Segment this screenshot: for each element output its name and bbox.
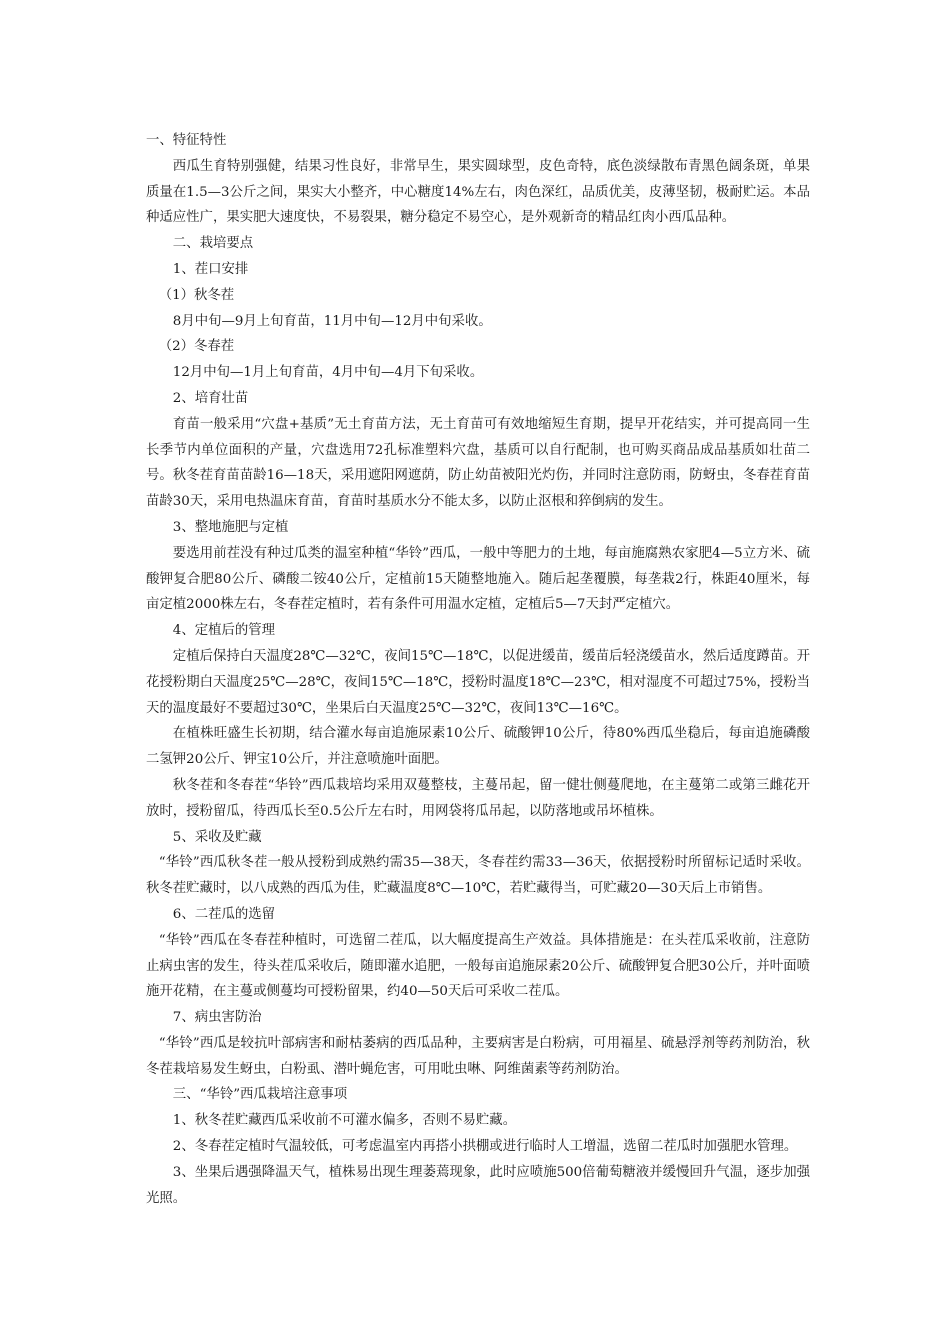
paragraph-autumn-winter-schedule: 8月中旬—9月上旬育苗，11月中旬—12月中旬采收。 bbox=[172, 313, 492, 329]
subheading-harvest: 5、采收及贮藏 bbox=[172, 829, 262, 845]
paragraph-temperature: 定植后保持白天温度28℃—32℃，夜间15℃—18℃，以促进缓苗，缓苗后轻浇缓苗水，然后适度蹲苗。开花授粉期白天温度25℃—28℃，夜间15℃—18℃，授粉时温度18℃—23℃，相对湿度不可超过75%，授粉当天的温度最好不要超过30℃，坐果后白天温度25℃—32℃，夜间13℃—16℃。 bbox=[146, 648, 810, 716]
paragraph-winter-spring-schedule: 12月中旬—1月上旬育苗，4月中旬—4月下旬采收。 bbox=[172, 365, 484, 381]
subheading-soil-prep: 3、整地施肥与定植 bbox=[172, 519, 289, 535]
paragraph-soil-prep: 要选用前茬没有种过瓜类的温室种植“华铃”西瓜，一般中等肥力的土地，每亩施腐熟农家肥4—5立方米、硫酸钾复合肥80公斤、磷酸二铵40公斤，定植前15天随整地施入。随后起垄覆膜，每垄栽2行，株距40厘米，每亩定植2000株左右，冬春茬定植时，若有条件可用温水定植，定植后5—7天封严定植穴。 bbox=[146, 545, 810, 613]
subheading-seedlings: 2、培育壮苗 bbox=[172, 390, 249, 406]
subheading-crop-arrangement: 1、茬口安排 bbox=[172, 261, 249, 277]
subheading-winter-spring: （2）冬春茬 bbox=[158, 339, 235, 355]
subheading-post-planting: 4、定植后的管理 bbox=[172, 623, 276, 639]
section-heading-1: 一、特征特性 bbox=[146, 133, 227, 148]
document-page bbox=[146, 128, 810, 1211]
note-item-2: 2、冬春茬定植时气温较低，可考虑温室内再搭小拱棚或进行临时人工增温，选留二茬瓜时加强肥水管理。 bbox=[172, 1139, 798, 1155]
section-heading-2: 二、栽培要点 bbox=[172, 236, 254, 252]
paragraph-harvest: “华铃”西瓜秋冬茬一般从授粉到成熟约需35—38天，冬春茬约需33—36天，依据授粉时所留标记适时采收。秋冬茬贮藏时，以八成熟的西瓜为佳，贮藏温度8℃—10℃，若贮藏得当，可贮藏20—30天后上市销售。 bbox=[146, 855, 810, 897]
paragraph-seedlings: 育苗一般采用“穴盘+基质”无土育苗方法，无土育苗可有效地缩短生育期，提早开花结实，并可提高同一生长季节内单位面积的产量，穴盘选用72孔标准塑料穴盘，基质可以自行配制，也可购买商品成品基质如壮苗二号。秋冬茬育苗苗龄16—18天，采用遮阳网遮荫，防止幼苗被阳光灼伤，并同时注意防雨，防蚜虫，冬春茬育苗苗龄30天，采用电热温床育苗，育苗时基质水分不能太多，以防止沤根和猝倒病的发生。 bbox=[146, 416, 810, 510]
subheading-second-crop: 6、二茬瓜的选留 bbox=[172, 906, 276, 922]
paragraph-characteristics: 西瓜生育特别强健，结果习性良好，非常早生，果实圆球型，皮色奇特，底色淡绿散布青黑色阔条斑，单果质量在1.5—3公斤之间，果实大小整齐，中心糖度14%左右，肉色深红，品质优美，皮薄坚韧，极耐贮运。本品种适应性广，果实肥大速度快，不易裂果，糖分稳定不易空心，是外观新奇的精品红肉小西瓜品种。 bbox=[146, 158, 810, 226]
subheading-pest-control: 7、病虫害防治 bbox=[172, 1010, 262, 1026]
note-item-1: 1、秋冬茬贮藏西瓜采收前不可灌水偏多，否则不易贮藏。 bbox=[172, 1113, 517, 1129]
paragraph-pest-control: “华铃”西瓜是较抗叶部病害和耐枯萎病的西瓜品种，主要病害是白粉病，可用福星、硫悬浮剂等药剂防治，秋冬茬栽培易发生蚜虫，白粉虱、潜叶蝇危害，可用吡虫啉、阿维菌素等药剂防治。 bbox=[146, 1035, 810, 1077]
paragraph-pruning: 秋冬茬和冬春茬“华铃”西瓜栽培均采用双蔓整枝，主蔓吊起，留一健壮侧蔓爬地，在主蔓第二或第三雌花开放时，授粉留瓜，待西瓜长至0.5公斤左右时，用网袋将瓜吊起，以防落地或吊坏植株。 bbox=[146, 777, 810, 819]
paragraph-second-crop: “华铃”西瓜在冬春茬种植时，可选留二茬瓜，以大幅度提高生产效益。具体措施是：在头茬瓜采收前，注意防止病虫害的发生，待头茬瓜采收后，随即灌水追肥，一般每亩追施尿素20公斤、硫酸钾复合肥30公斤，并叶面喷施开花精，在主蔓或侧蔓均可授粉留果，约40—50天后可采收二茬瓜。 bbox=[146, 932, 810, 1000]
paragraph-fertilizing: 在植株旺盛生长初期，结合灌水每亩追施尿素10公斤、硫酸钾10公斤，待80%西瓜坐稳后，每亩追施磷酸二氢钾20公斤、钾宝10公斤，并注意喷施叶面肥。 bbox=[146, 726, 810, 768]
section-heading-3: 三、“华铃”西瓜栽培注意事项 bbox=[172, 1087, 348, 1103]
subheading-autumn-winter: （1）秋冬茬 bbox=[158, 287, 235, 303]
note-item-3: 3、坐果后遇强降温天气，植株易出现生理萎蔫现象，此时应喷施500倍葡萄糖液并缓慢回升气温，逐步加强光照。 bbox=[146, 1164, 810, 1206]
